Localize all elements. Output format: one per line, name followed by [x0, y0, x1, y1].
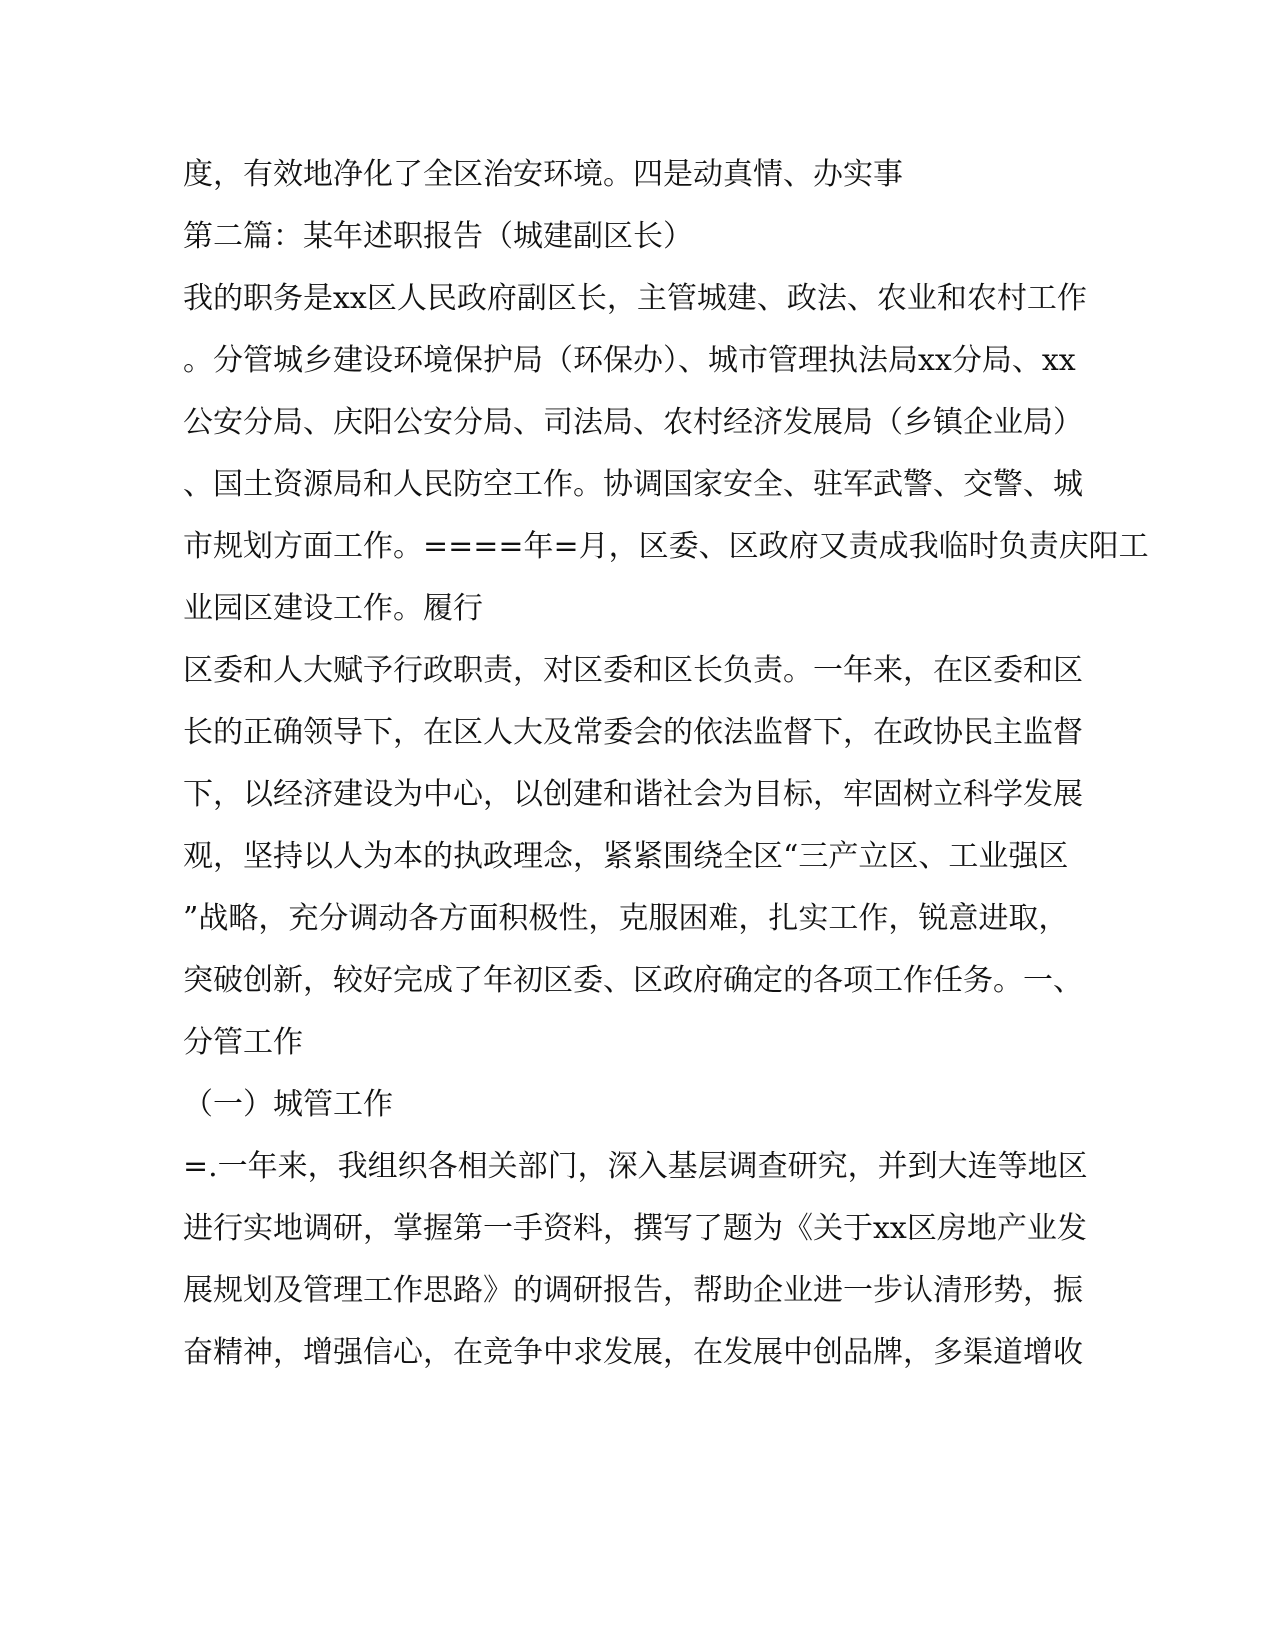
text-line: 市规划方面工作。====年=月，区委、区政府又责成我临时负责庆阳工 [183, 529, 1149, 564]
text-line: 长的正确领导下，在区人大及常委会的依法监督下，在政协民主监督 [183, 715, 1083, 750]
text-line: 公安分局、庆阳公安分局、司法局、农村经济发展局（乡镇企业局） [183, 405, 1083, 440]
text-line: 突破创新，较好完成了年初区委、区政府确定的各项工作任务。一、 [183, 963, 1083, 998]
subsection-heading: （一）城管工作 [183, 1087, 393, 1122]
text-line: 业园区建设工作。履行 [183, 591, 483, 626]
text-line: 下，以经济建设为中心，以创建和谐社会为目标，牢固树立科学发展 [183, 777, 1083, 812]
text-line: 我的职务是xx区人民政府副区长，主管城建、政法、农业和农村工作 [183, 281, 1087, 316]
text-line: ”战略，充分调动各方面积极性，克服困难，扎实工作，锐意进取， [183, 901, 1069, 936]
text-line: 区委和人大赋予行政职责，对区委和区长负责。一年来，在区委和区 [183, 653, 1083, 688]
text-line: 进行实地调研，掌握第一手资料，撰写了题为《关于xx区房地产业发 [183, 1211, 1087, 1246]
text-line: 度，有效地净化了全区治安环境。四是动真情、办实事 [183, 157, 903, 192]
text-line: 展规划及管理工作思路》的调研报告，帮助企业进一步认清形势，振 [183, 1273, 1083, 1308]
text-line: 观，坚持以人为本的执政理念，紧紧围绕全区“三产立区、工业强区 [183, 839, 1069, 874]
text-line: 。分管城乡建设环境保护局（环保办）、城市管理执法局xx分局、xx [183, 343, 1076, 378]
text-line: 、国土资源局和人民防空工作。协调国家安全、驻军武警、交警、城 [183, 467, 1083, 502]
text-line: 分管工作 [183, 1025, 303, 1060]
text-line: 奋精神，增强信心，在竞争中求发展，在发展中创品牌，多渠道增收 [183, 1335, 1083, 1370]
text-line: =.一年来，我组织各相关部门，深入基层调查研究，并到大连等地区 [183, 1149, 1088, 1184]
section-heading: 第二篇：某年述职报告（城建副区长） [183, 219, 693, 254]
